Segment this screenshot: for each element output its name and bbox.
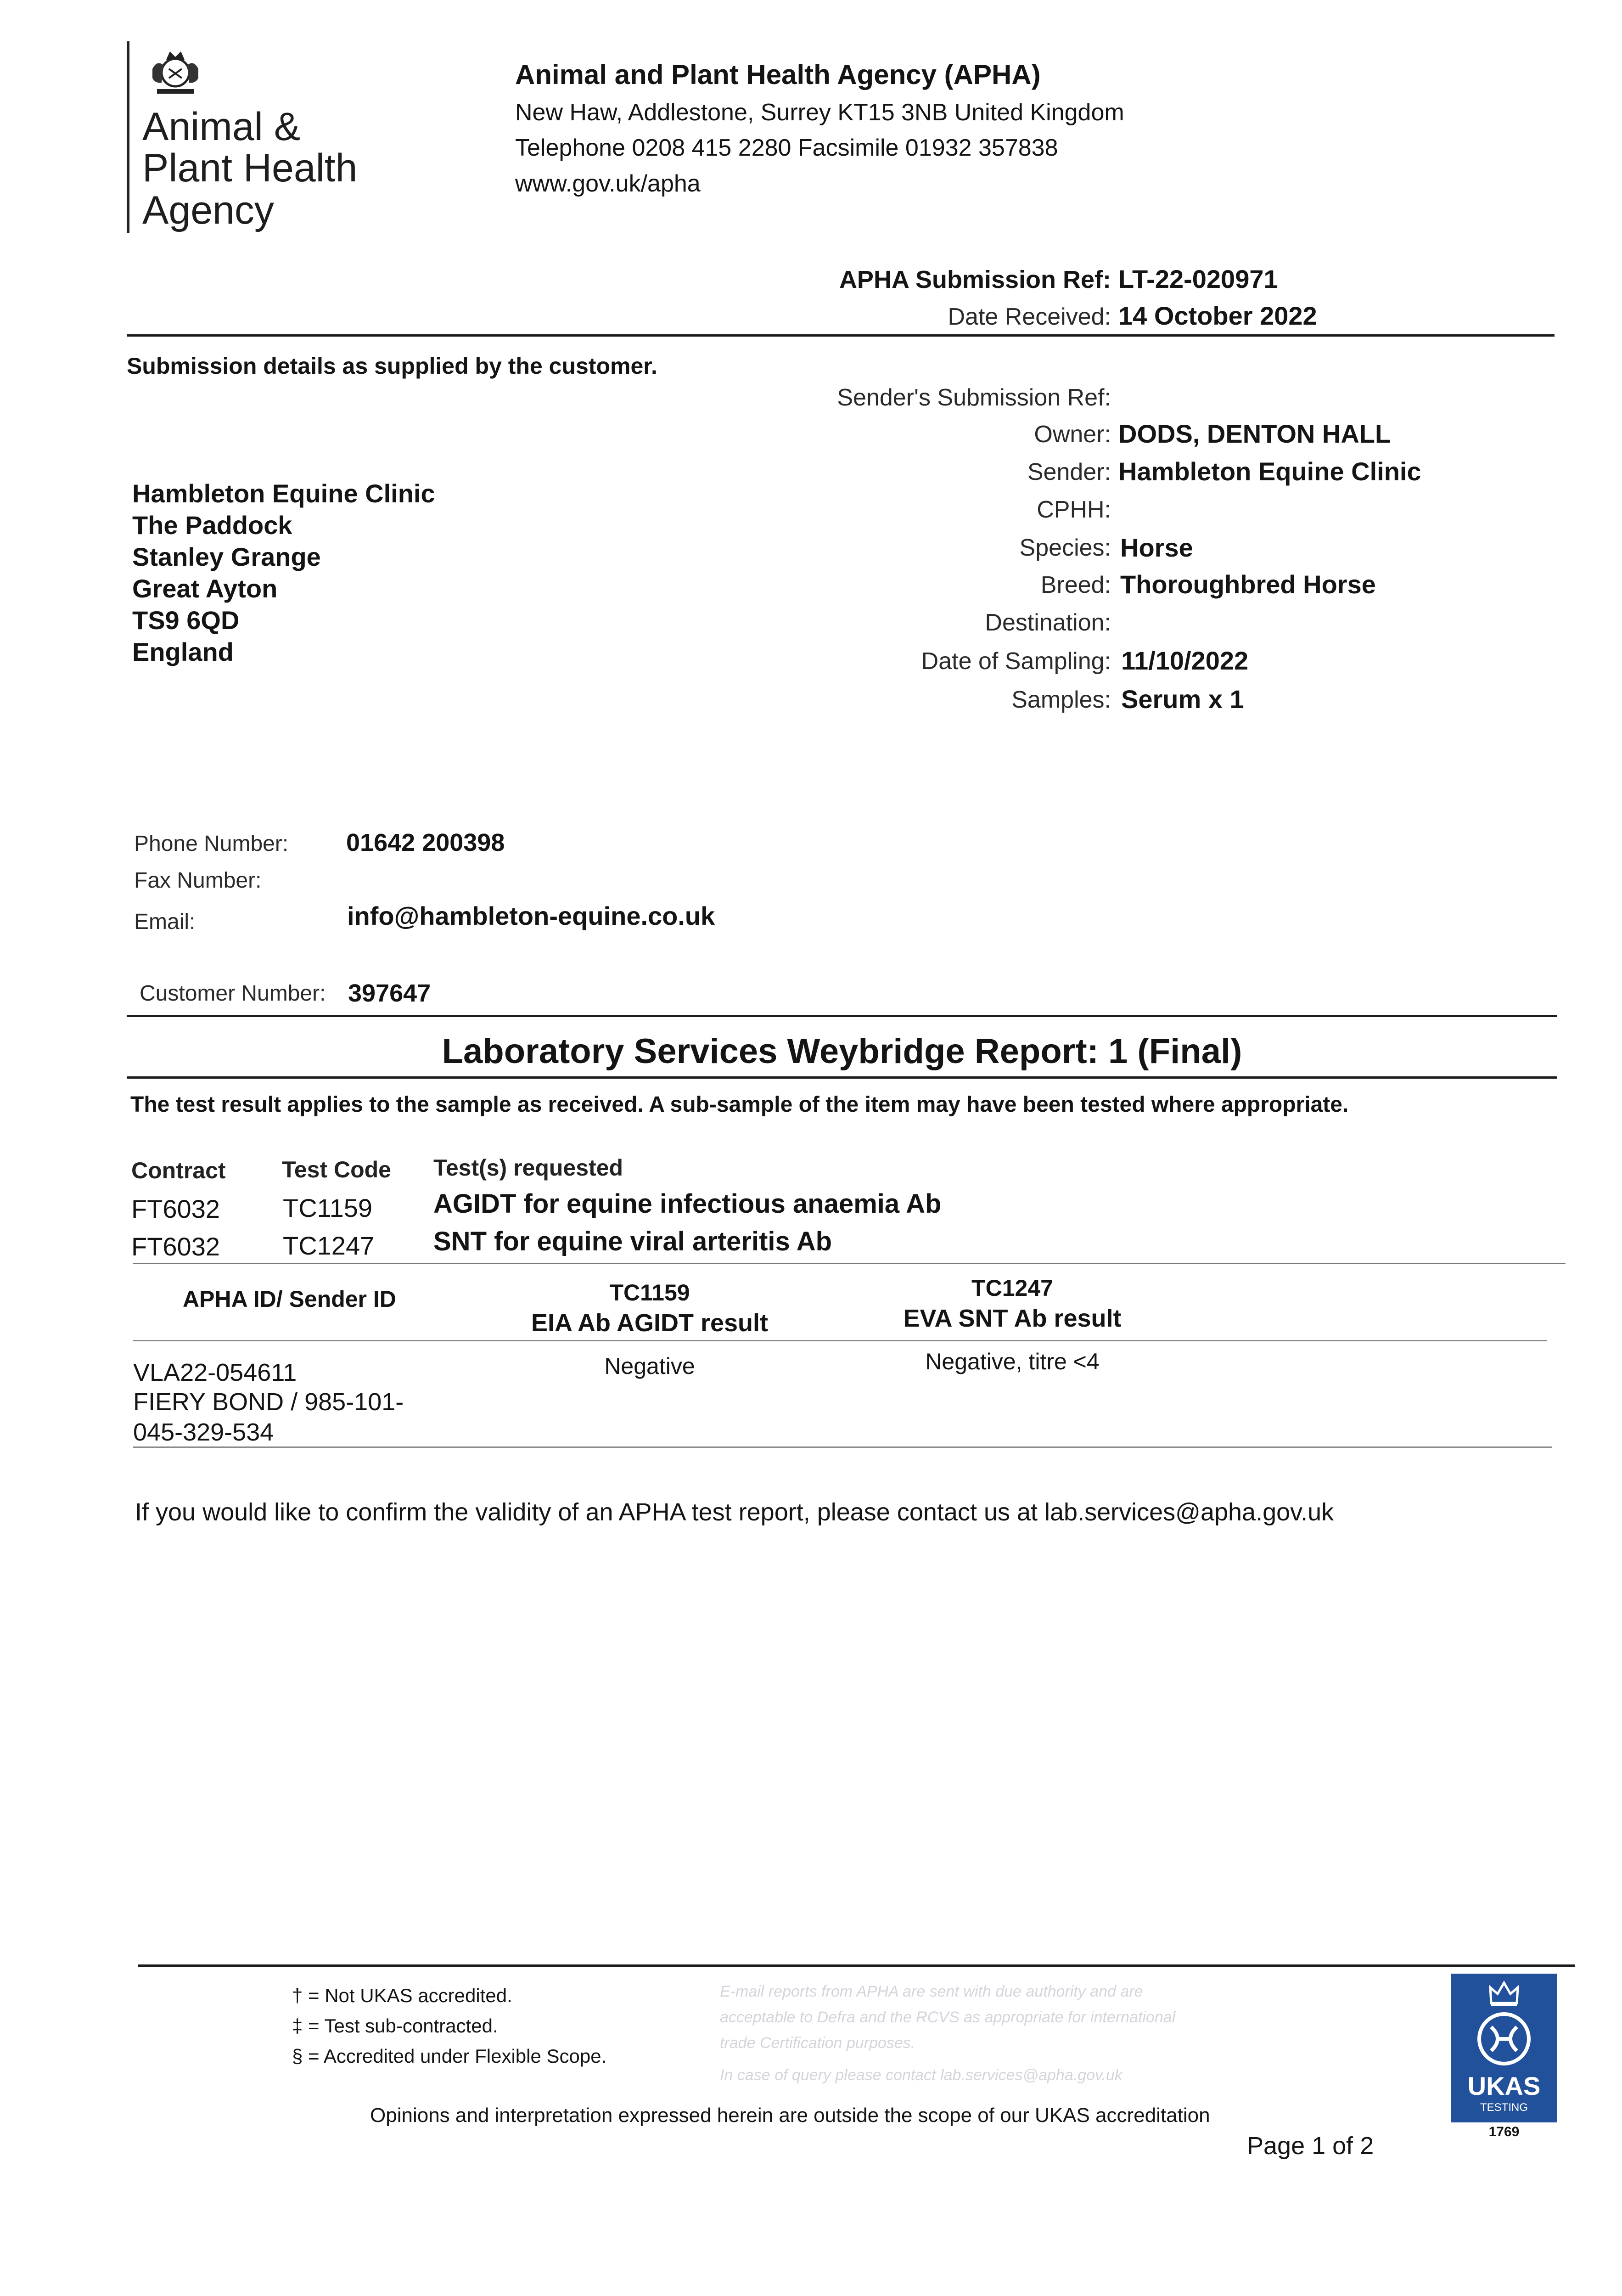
ukas-number: 1769 [1488,2124,1520,2139]
legend-symbol: § [292,2045,303,2067]
legend-text: = Test sub-contracted. [308,2015,498,2037]
legend-text: = Accredited under Flexible Scope. [308,2045,607,2067]
royal-crest-icon [143,41,208,101]
faint-line: E-mail reports from APHA are sent with due authority and are [720,1983,1143,2000]
ukas-sub: TESTING [1480,2101,1528,2114]
result-sample-id: VLA22-054611 [133,1359,297,1386]
legend-symbol: ‡ [292,2015,303,2037]
address-line: TS9 6QD [132,606,240,635]
email-value[interactable]: info@hambleton-equine.co.uk [347,901,715,930]
results-rule-top [133,1263,1566,1264]
field-label-destination: Destination: [985,609,1111,636]
address-line: Great Ayton [132,574,278,603]
report-title-rule-top [127,1015,1557,1017]
submission-details-heading: Submission details as supplied by the customer. [127,353,657,379]
ukas-badge [1451,1974,1557,2122]
legend-text: = Not UKAS accredited. [308,1985,512,2006]
submission-ref-value: LT-22-020971 [1118,264,1278,293]
agency-name: Animal and Plant Health Agency (APHA) [515,59,1041,90]
phone-label: Phone Number: [134,832,289,856]
field-label-samples: Samples: [1011,687,1111,713]
address-line: Hambleton Equine Clinic [132,479,435,508]
field-label-date-of-sampling: Date of Sampling: [921,648,1111,675]
customer-number-label: Customer Number: [140,981,326,1006]
results-header-col1-name: EIA Ab AGIDT result [531,1309,769,1337]
legend-item [292,2045,606,2067]
agency-logo [127,41,384,239]
results-header-col2-code: TC1247 [971,1275,1053,1301]
legend-symbol: † [292,1985,303,2006]
results-header-col2-name: EVA SNT Ab result [903,1305,1122,1332]
ukas-name: UKAS [1467,2071,1541,2100]
agency-telephone: Telephone 0208 415 2280 Facsimile 01932 357838 [515,135,1058,161]
report-title-rule-bottom [127,1076,1557,1079]
address-line: Stanley Grange [132,542,321,571]
result-eia-value: Negative [604,1353,695,1379]
address-line: England [132,637,234,666]
agency-address: New Haw, Addlestone, Surrey KT15 3NB United Kingdom [515,99,1124,126]
result-sender-id-line2: 045-329-534 [133,1418,274,1446]
email-label: Email: [134,910,196,934]
field-label-sender: Sender: [1027,459,1111,485]
field-label-sender-ref: Sender's Submission Ref: [837,384,1111,411]
test-row-code: TC1247 [283,1231,375,1260]
field-value-samples: Serum x 1 [1121,685,1244,714]
logo-line-2: Plant Health [142,146,358,190]
field-value-date-of-sampling: 11/10/2022 [1121,646,1249,675]
ukas-tick-mark-icon [1476,2010,1532,2067]
validity-note: If you would like to confirm the validity of an APHA test report, please contact us at lab.services@apha.gov.uk [135,1498,1334,1526]
header-rule [127,334,1555,337]
legend-item [292,1985,512,2007]
field-value-species: Horse [1120,533,1193,562]
tests-header-contract: Contract [131,1158,226,1183]
test-row-contract: FT6032 [131,1232,220,1261]
test-row-code: TC1159 [283,1193,373,1222]
test-row-name: AGIDT for equine infectious anaemia Ab [433,1189,942,1219]
field-value-breed: Thoroughbred Horse [1120,570,1376,599]
report-title: Laboratory Services Weybridge Report: 1 (Final) [442,1032,1242,1071]
ukas-opinions: Opinions and interpretation expressed herein are outside the scope of our UKAS accreditation [370,2104,1210,2127]
faint-line: In case of query please contact lab.services@apha.gov.uk [720,2066,1122,2084]
submission-ref-label: APHA Submission Ref: [839,266,1111,293]
logo-divider [127,41,129,233]
test-row-name: SNT for equine viral arteritis Ab [433,1227,832,1256]
faint-line: trade Certification purposes. [720,2034,915,2052]
field-label-breed: Breed: [1040,572,1111,598]
field-label-owner: Owner: [1034,421,1111,448]
legend-item [292,2015,498,2037]
field-label-species: Species: [1019,535,1111,561]
results-header-id: APHA ID/ Sender ID [183,1286,396,1312]
report-note: The test result applies to the sample as received. A sub-sample of the item may have been tested where appropriate. [130,1092,1349,1117]
result-eva-value: Negative, titre <4 [925,1349,1100,1374]
date-received-label: Date Received: [948,304,1111,330]
logo-line-1: Animal & [142,105,301,149]
test-row-contract: FT6032 [131,1194,220,1223]
customer-number-value: 397647 [348,979,431,1007]
field-label-cphh: CPHH: [1037,496,1111,523]
tests-header-requested: Test(s) requested [433,1155,623,1181]
address-line: The Paddock [132,511,292,540]
footer-rule [138,1964,1575,1967]
field-value-sender: Hambleton Equine Clinic [1118,457,1421,486]
results-header-rule [133,1340,1547,1341]
phone-value: 01642 200398 [346,829,505,856]
results-header-col1-code: TC1159 [609,1280,690,1306]
fax-label: Fax Number: [134,868,262,893]
page-number: Page 1 of 2 [1247,2132,1374,2160]
field-value-owner: DODS, DENTON HALL [1118,419,1391,448]
crown-icon [1488,1979,1520,2008]
agency-website[interactable]: www.gov.uk/apha [515,170,701,197]
tests-header-code: Test Code [282,1157,391,1182]
results-rule-bottom [133,1446,1552,1448]
logo-line-3: Agency [142,188,274,232]
faint-line: acceptable to Defra and the RCVS as appropriate for international [720,2009,1176,2026]
result-sender-id-line1: FIERY BOND / 985-101- [133,1388,404,1416]
date-received-value: 14 October 2022 [1118,301,1317,330]
